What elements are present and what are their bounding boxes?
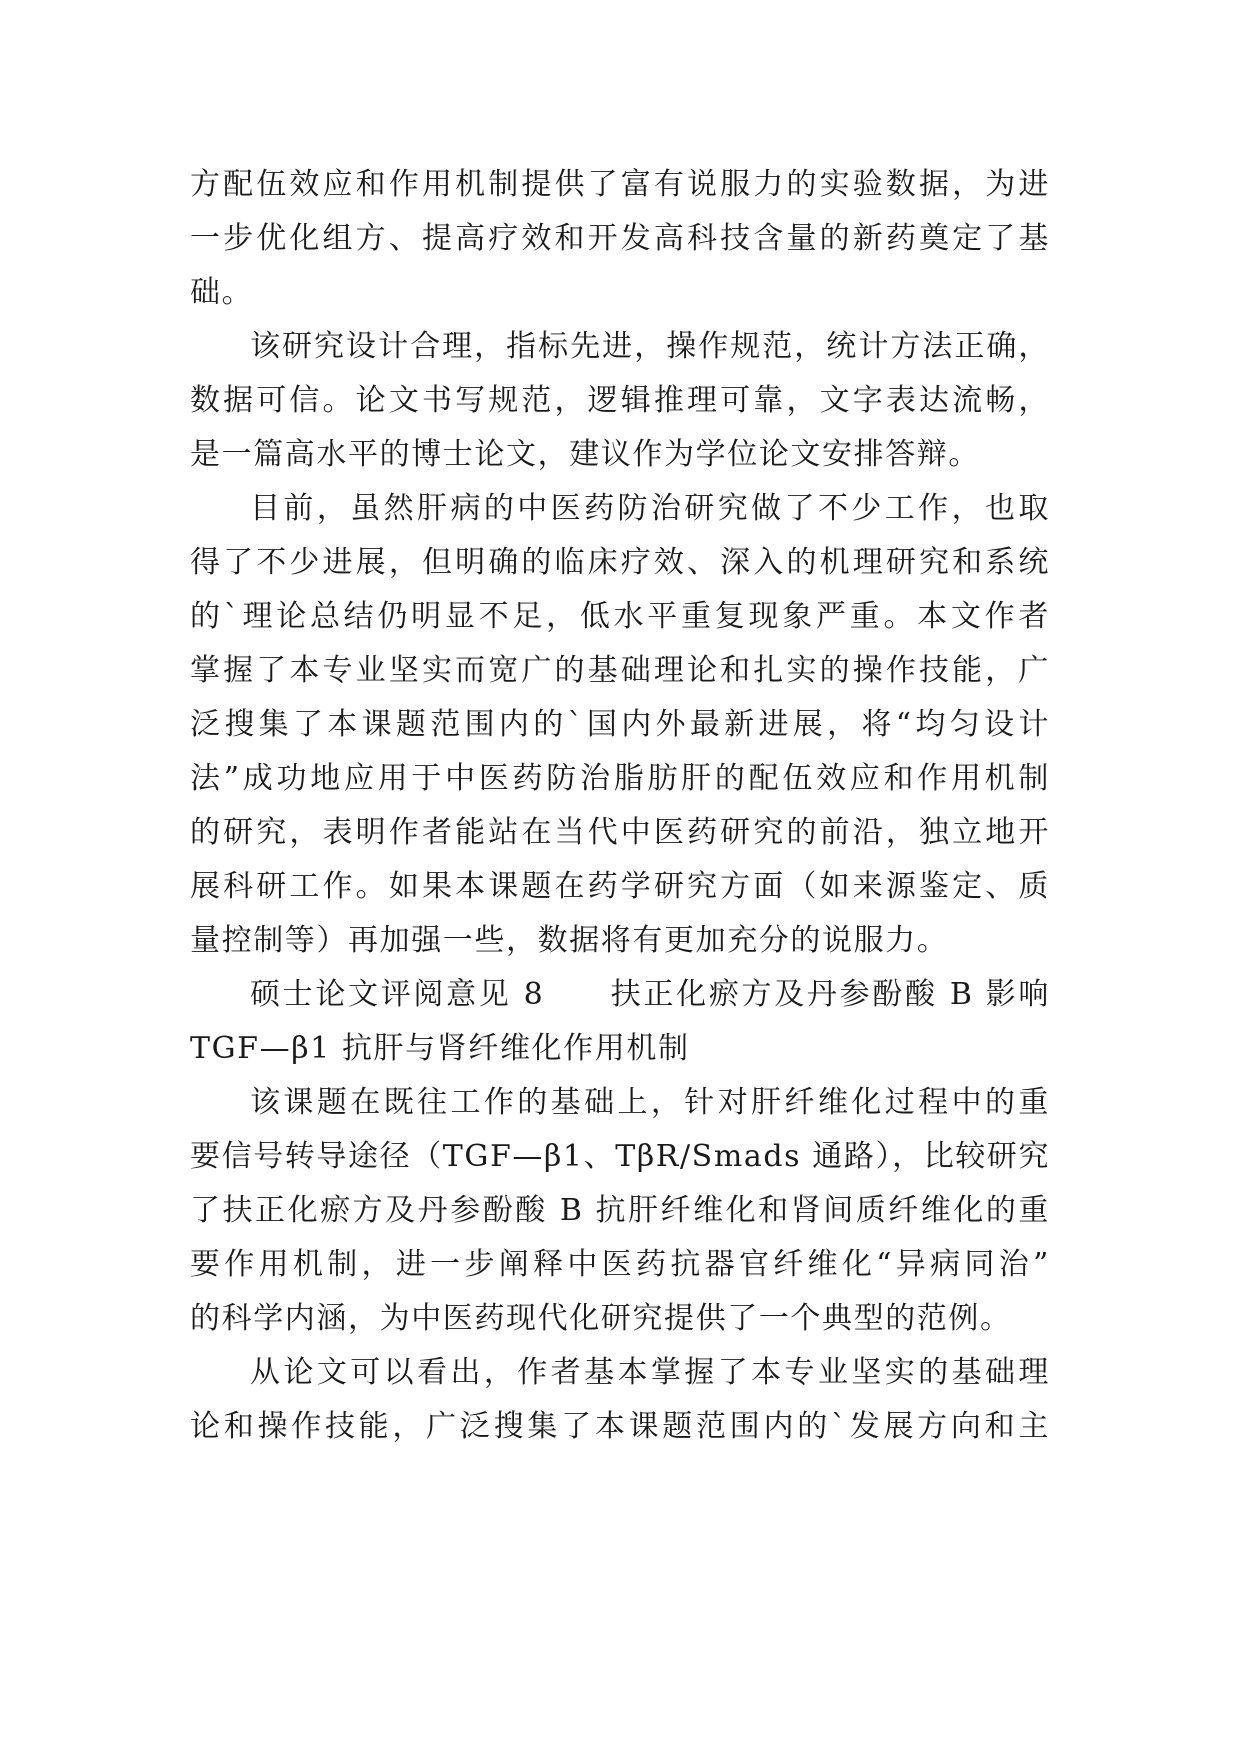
text-line: 方配伍效应和作用机制提供了富有说服力的实验数据，为进	[190, 167, 1050, 202]
text-line: 量控制等）再加强一些，数据将有更加充分的说服力。	[190, 923, 949, 958]
text-line: TGF—β1 抗肝与肾纤维化作用机制	[190, 1031, 690, 1066]
text-line: 论和操作技能，广泛搜集了本课题范围内的`发展方向和主	[190, 1409, 1050, 1444]
text-line: 得了不少进展，但明确的临床疗效、深入的机理研究和系统	[190, 545, 1050, 580]
paragraph-4-section-heading	[190, 968, 1050, 1076]
text-line: 从论文可以看出，作者基本掌握了本专业坚实的基础理	[250, 1355, 1050, 1390]
document-body	[190, 158, 1050, 1454]
text-line: 该研究设计合理，指标先进，操作规范，统计方法正确，	[250, 329, 1050, 364]
text-line: 要信号转导途径（TGF—β1、TβR/Smads 通路），比较研究	[190, 1139, 1051, 1174]
paragraph-1	[190, 158, 1050, 320]
paragraph-3	[190, 482, 1050, 968]
text-line: 的科学内涵，为中医药现代化研究提供了一个典型的范例。	[190, 1301, 1012, 1336]
paragraph-6	[190, 1346, 1050, 1454]
text-line: 该课题在既往工作的基础上，针对肝纤维化过程中的重	[250, 1085, 1050, 1120]
text-line: 展科研工作。如果本课题在药学研究方面（如来源鉴定、质	[190, 869, 1050, 904]
text-line: 目前，虽然肝病的中医药防治研究做了不少工作，也取	[250, 491, 1050, 526]
text-line: 了扶正化瘀方及丹参酚酸 B 抗肝纤维化和肾间质纤维化的重	[190, 1193, 1050, 1228]
text-line: 数据可信。论文书写规范，逻辑推理可靠，文字表达流畅，	[190, 383, 1050, 418]
text-line: 一步优化组方、提高疗效和开发高科技含量的新药奠定了基	[190, 221, 1050, 256]
text-line: 的研究，表明作者能站在当代中医药研究的前沿，独立地开	[190, 815, 1050, 850]
text-line: 是一篇高水平的博士论文，建议作为学位论文安排答辩。	[190, 437, 980, 472]
text-line: 础。	[190, 275, 254, 310]
text-line: 法”成功地应用于中医药防治脂肪肝的配伍效应和作用机制	[190, 761, 1050, 796]
text-line: 泛搜集了本课题范围内的`国内外最新进展，将“均匀设计	[190, 707, 1050, 742]
paragraph-2	[190, 320, 1050, 482]
paragraph-5	[190, 1076, 1050, 1346]
text-line: 的`理论总结仍明显不足，低水平重复现象严重。本文作者	[190, 599, 1050, 634]
text-line: 硕士论文评阅意见 8 扶正化瘀方及丹参酚酸 B 影响	[250, 977, 1050, 1012]
text-line: 要作用机制，进一步阐释中医药抗器官纤维化“异病同治”	[190, 1247, 1050, 1282]
text-line: 掌握了本专业坚实而宽广的基础理论和扎实的操作技能，广	[190, 653, 1050, 688]
